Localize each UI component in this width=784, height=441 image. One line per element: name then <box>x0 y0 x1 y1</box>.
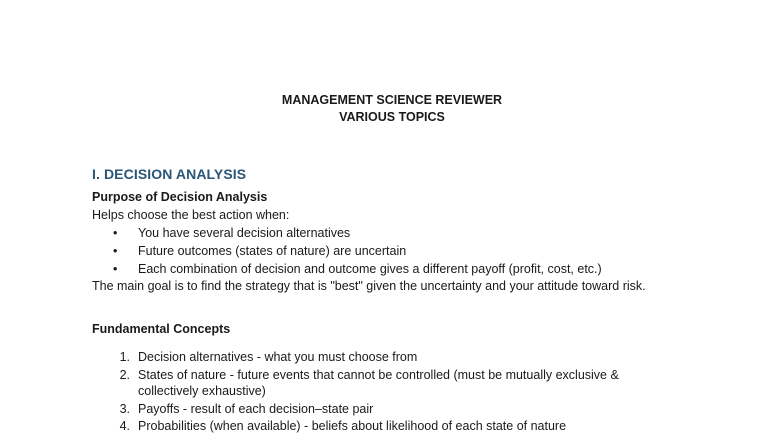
list-item: Payoffs - result of each decision–state pair <box>138 402 374 416</box>
list-item: Future outcomes (states of nature) are uncertain <box>138 244 407 258</box>
list-number: 2. <box>119 368 130 382</box>
document-subtitle: VARIOUS TOPICS <box>339 110 445 124</box>
list-number: 1. <box>119 350 130 364</box>
bullet-icon: • <box>113 226 118 240</box>
purpose-intro: Helps choose the best action when: <box>92 208 290 222</box>
purpose-summary: The main goal is to find the strategy that is "best" given the uncertainty and your attitude toward risk. <box>92 279 646 293</box>
list-item: Decision alternatives - what you must choose from <box>138 350 418 364</box>
section-heading-decision-analysis: I. DECISION ANALYSIS <box>92 166 247 182</box>
bullet-icon: • <box>113 244 118 258</box>
fundamentals-heading: Fundamental Concepts <box>92 322 231 336</box>
bullet-icon: • <box>113 262 118 276</box>
purpose-heading: Purpose of Decision Analysis <box>92 190 268 204</box>
list-number: 4. <box>119 419 130 433</box>
list-item: States of nature - future events that cannot be controlled (must be mutually exclusive & <box>138 368 619 382</box>
list-item-continuation: collectively exhaustive) <box>138 384 266 398</box>
list-item: You have several decision alternatives <box>138 226 351 240</box>
list-item: Each combination of decision and outcome gives a different payoff (profit, cost, etc.) <box>138 262 602 276</box>
list-item: Probabilities (when available) - beliefs about likelihood of each state of nature <box>138 419 567 433</box>
list-number: 3. <box>119 402 130 416</box>
document-title: MANAGEMENT SCIENCE REVIEWER <box>281 93 503 107</box>
